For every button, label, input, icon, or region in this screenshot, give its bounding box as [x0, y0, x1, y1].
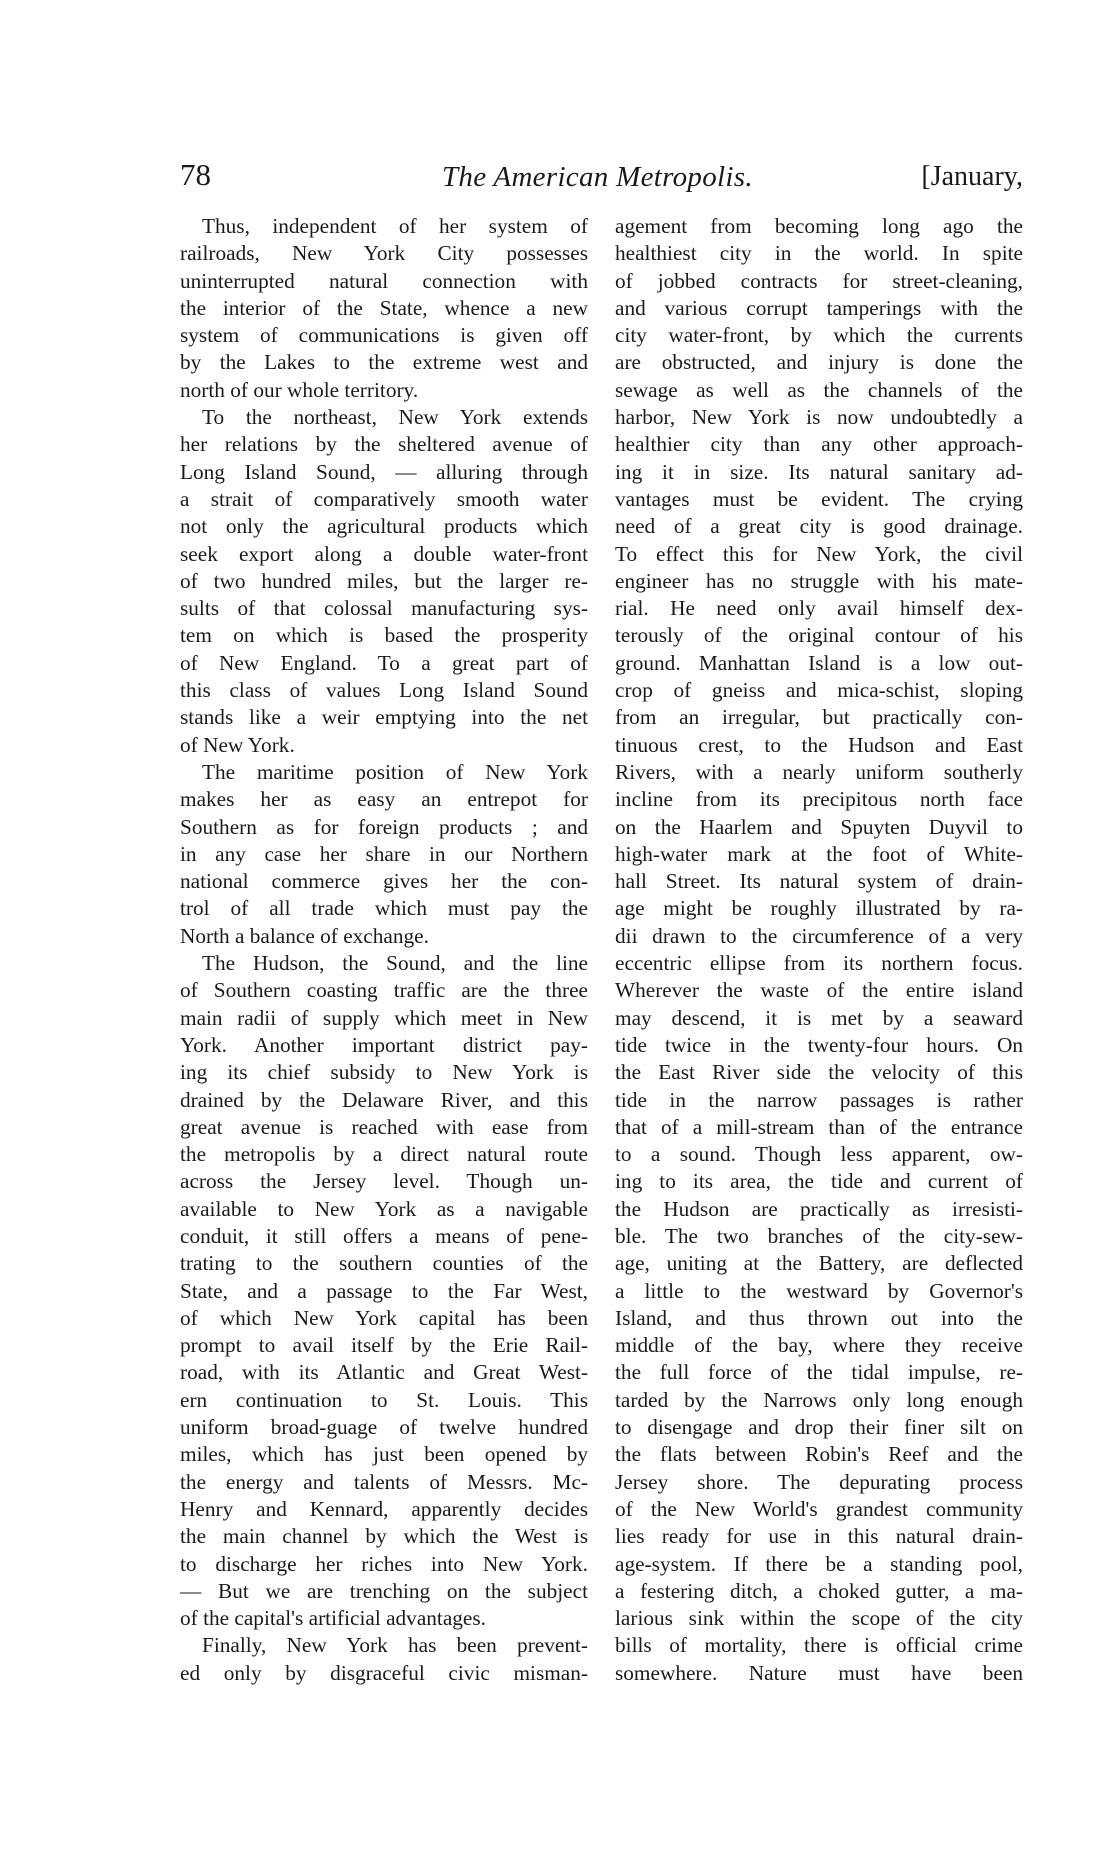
- text-line: To effect this for New York, the civil: [615, 541, 1023, 566]
- text-line: makes her as easy an entrepot for: [180, 787, 588, 812]
- text-line: Jersey shore. The depurating process: [615, 1469, 1023, 1494]
- text-line: a little to the westward by Governor's: [615, 1278, 1023, 1303]
- page-number: 78: [180, 157, 211, 192]
- text-line: sults of that colossal manufacturing sys-: [180, 596, 588, 621]
- text-line: tide in the narrow passages is rather: [615, 1087, 1023, 1112]
- text-line: by the Lakes to the extreme west and: [180, 350, 588, 375]
- text-line: north of our whole territory.: [180, 377, 419, 402]
- text-line: sewage as well as the channels of the: [615, 377, 1023, 402]
- text-line: road, with its Atlantic and Great West-: [180, 1360, 588, 1385]
- text-line: the flats between Robin's Reef and the: [615, 1442, 1023, 1467]
- text-line: great avenue is reached with ease from: [180, 1114, 588, 1139]
- text-line: of the capital's artificial advantages.: [180, 1606, 486, 1631]
- text-line: middle of the bay, where they receive: [615, 1333, 1023, 1358]
- text-line: lies ready for use in this natural drain-: [615, 1524, 1023, 1549]
- text-line: of the New World's grandest community: [615, 1496, 1023, 1521]
- text-line: are obstructed, and injury is done the: [615, 350, 1023, 375]
- running-title: The American Metropolis.: [442, 161, 753, 193]
- text-line: age might be roughly illustrated by ra-: [615, 896, 1023, 921]
- text-line: ern continuation to St. Louis. This: [180, 1387, 588, 1412]
- text-line: of Southern coasting traffic are the three: [180, 978, 588, 1003]
- text-line: ing to its area, the tide and current of: [615, 1169, 1023, 1194]
- text-line: stands like a weir emptying into the net: [180, 705, 588, 730]
- text-line: and various corrupt tamperings with the: [615, 295, 1023, 320]
- text-line: need of a great city is good drainage.: [615, 514, 1023, 539]
- text-line: Finally, New York has been prevent-: [202, 1633, 588, 1658]
- text-line: system of communications is given off: [180, 323, 588, 348]
- text-line: the main channel by which the West is: [180, 1524, 588, 1549]
- text-line: Southern as for foreign products ; and: [180, 814, 588, 839]
- text-line: available to New York as a navigable: [180, 1196, 588, 1221]
- text-line: uninterrupted natural connection with: [180, 268, 588, 293]
- text-line: Rivers, with a nearly uniform southerly: [615, 759, 1023, 784]
- text-line: city water-front, by which the currents: [615, 323, 1023, 348]
- text-line: healthier city than any other approach-: [615, 432, 1023, 457]
- running-head: [180, 156, 1023, 196]
- text-line: main radii of supply which meet in New: [180, 1005, 588, 1030]
- text-line: dii drawn to the circumference of a very: [615, 923, 1023, 948]
- text-line: tem on which is based the prosperity: [180, 623, 588, 648]
- text-line: Henry and Kennard, apparently decides: [180, 1496, 588, 1521]
- text-line: of New York.: [180, 732, 295, 757]
- text-line: — But we are trenching on the subject: [180, 1578, 588, 1603]
- text-line: tarded by the Narrows only long enough: [615, 1387, 1023, 1412]
- text-line: Island, and thus thrown out into the: [615, 1305, 1023, 1330]
- text-line: age, uniting at the Battery, are deflected: [615, 1251, 1023, 1276]
- running-date: [January,: [921, 161, 1023, 192]
- text-line: larious sink within the scope of the city: [615, 1606, 1023, 1631]
- text-line: ing it in size. Its natural sanitary ad-: [615, 459, 1023, 484]
- text-line: this class of values Long Island Sound: [180, 678, 588, 703]
- text-line: agement from becoming long ago the: [615, 214, 1023, 238]
- text-line: not only the agricultural products which: [180, 514, 588, 539]
- text-line: trol of all trade which must pay the: [180, 896, 588, 921]
- text-line: Thus, independent of her system of: [202, 214, 588, 238]
- text-line: conduit, it still offers a means of pene-: [180, 1223, 588, 1248]
- text-line: tide twice in the twenty-four hours. On: [615, 1032, 1023, 1057]
- text-line: of jobbed contracts for street-cleaning,: [615, 268, 1023, 293]
- text-line: across the Jersey level. Though un-: [180, 1169, 588, 1194]
- text-line: The Hudson, the Sound, and the line: [202, 951, 588, 976]
- text-line: incline from its precipitous north face: [615, 787, 1023, 812]
- text-line: healthiest city in the world. In spite: [615, 241, 1023, 266]
- text-line: of New England. To a great part of: [180, 650, 588, 675]
- text-line: ed only by disgraceful civic misman-: [180, 1660, 588, 1685]
- text-line: The maritime position of New York: [202, 759, 588, 784]
- text-line: age-system. If there be a standing pool,: [615, 1551, 1023, 1576]
- text-line: eccentric ellipse from its northern focus.: [615, 951, 1023, 976]
- text-line: the East River side the velocity of this: [615, 1060, 1023, 1085]
- text-line: uniform broad-guage of twelve hundred: [180, 1415, 588, 1440]
- text-line: crop of gneiss and mica-schist, sloping: [615, 678, 1023, 703]
- text-line: may descend, it is met by a seaward: [615, 1005, 1023, 1030]
- text-line: her relations by the sheltered avenue of: [180, 432, 588, 457]
- text-line: of which New York capital has been: [180, 1305, 588, 1330]
- text-line: vantages must be evident. The crying: [615, 486, 1023, 511]
- text-line: the interior of the State, whence a new: [180, 295, 588, 320]
- text-line: railroads, New York City possesses: [180, 241, 588, 266]
- text-line: tinuous crest, to the Hudson and East: [615, 732, 1023, 757]
- text-column-right: [615, 213, 1023, 1687]
- text-line: national commerce gives her the con-: [180, 869, 588, 894]
- text-column-left: [180, 213, 588, 1687]
- text-line: to a sound. Though less apparent, ow-: [615, 1142, 1023, 1167]
- text-line: in any case her share in our Northern: [180, 841, 588, 866]
- text-line: North a balance of exchange.: [180, 923, 429, 948]
- text-line: a festering ditch, a choked gutter, a ma-: [615, 1578, 1023, 1603]
- text-line: on the Haarlem and Spuyten Duyvil to: [615, 814, 1023, 839]
- text-line: bills of mortality, there is official crime: [615, 1633, 1023, 1658]
- text-line: drained by the Delaware River, and this: [180, 1087, 588, 1112]
- text-line: prompt to avail itself by the Erie Rail-: [180, 1333, 588, 1358]
- text-line: ble. The two branches of the city-sew-: [615, 1223, 1023, 1248]
- text-line: the energy and talents of Messrs. Mc-: [180, 1469, 588, 1494]
- text-line: the metropolis by a direct natural route: [180, 1142, 588, 1167]
- text-line: Long Island Sound, — alluring through: [180, 459, 588, 484]
- text-line: harbor, New York is now undoubtedly a: [615, 405, 1023, 430]
- text-line: high-water mark at the foot of White-: [615, 841, 1023, 866]
- text-line: engineer has no struggle with his mate-: [615, 568, 1023, 593]
- text-line: terously of the original contour of his: [615, 623, 1023, 648]
- text-line: York. Another important district pay-: [180, 1032, 588, 1057]
- text-line: trating to the southern counties of the: [180, 1251, 588, 1276]
- text-line: rial. He need only avail himself dex-: [615, 596, 1023, 621]
- text-line: State, and a passage to the Far West,: [180, 1278, 588, 1303]
- text-line: to disengage and drop their finer silt on: [615, 1415, 1023, 1440]
- text-line: seek export along a double water-front: [180, 541, 588, 566]
- text-line: of two hundred miles, but the larger re-: [180, 568, 588, 593]
- text-line: to discharge her riches into New York.: [180, 1551, 588, 1576]
- text-line: ing its chief subsidy to New York is: [180, 1060, 588, 1085]
- text-line: from an irregular, but practically con-: [615, 705, 1023, 730]
- text-line: To the northeast, New York extends: [202, 405, 588, 430]
- text-line: ground. Manhattan Island is a low out-: [615, 650, 1023, 675]
- text-line: Wherever the waste of the entire island: [615, 978, 1023, 1003]
- text-line: the Hudson are practically as irresisti-: [615, 1196, 1023, 1221]
- text-line: that of a mill-stream than of the entrance: [615, 1114, 1023, 1139]
- text-line: the full force of the tidal impulse, re-: [615, 1360, 1023, 1385]
- text-line: hall Street. Its natural system of drain-: [615, 869, 1023, 894]
- text-line: a strait of comparatively smooth water: [180, 486, 588, 511]
- text-line: somewhere. Nature must have been: [615, 1660, 1023, 1685]
- text-line: miles, which has just been opened by: [180, 1442, 588, 1467]
